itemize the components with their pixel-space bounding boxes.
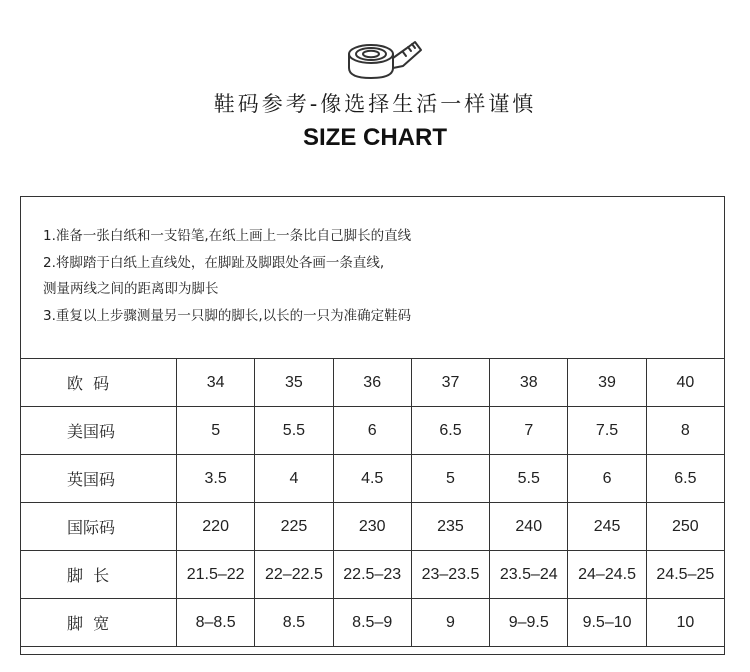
table-cell: 230	[333, 503, 411, 551]
table-cell: 7.5	[568, 407, 646, 455]
table-cell: 23.5–24	[490, 551, 568, 599]
measuring-tape-icon	[345, 38, 425, 82]
table-cell: 8.5	[255, 599, 333, 647]
table-cell: 220	[177, 503, 255, 551]
table-cell: 36	[333, 359, 411, 407]
instruction-line: 1.准备一张白纸和一支铅笔,在纸上画上一条比自己脚长的直线	[43, 228, 412, 244]
table-row	[21, 407, 725, 455]
table-cell: 39	[568, 359, 646, 407]
table-cell: 245	[568, 503, 646, 551]
row-label: 国际码	[21, 503, 177, 551]
table-cell: 7	[490, 407, 568, 455]
table-cell: 5.5	[255, 407, 333, 455]
table-cell: 4.5	[333, 455, 411, 503]
table-cell: 9	[411, 599, 489, 647]
table-cell: 225	[255, 503, 333, 551]
table-cell: 8.5–9	[333, 599, 411, 647]
table-cell: 4	[255, 455, 333, 503]
table-row	[21, 503, 725, 551]
page-subtitle: SIZE CHART	[303, 124, 447, 151]
table-cell: 21.5–22	[177, 551, 255, 599]
table-cell: 235	[411, 503, 489, 551]
row-label: 脚 长	[21, 551, 177, 599]
table-cell: 40	[646, 359, 724, 407]
table-row	[21, 455, 725, 503]
table-cell: 5.5	[490, 455, 568, 503]
table-cell: 8	[646, 407, 724, 455]
table-cell: 23–23.5	[411, 551, 489, 599]
table-row	[21, 359, 725, 407]
instruction-line: 测量两线之间的距离即为脚长	[43, 281, 219, 297]
page-title: 鞋码参考-像选择生活一样谨慎	[213, 92, 537, 116]
instruction-line: 2.将脚踏于白纸上直线处，在脚趾及脚跟处各画一条直线,	[43, 254, 385, 271]
table-cell: 22.5–23	[333, 551, 411, 599]
table-cell: 5	[411, 455, 489, 503]
table-cell: 8–8.5	[177, 599, 255, 647]
table-cell: 5	[177, 407, 255, 455]
table-cell: 9–9.5	[490, 599, 568, 647]
table-cell: 38	[490, 359, 568, 407]
row-label: 美国码	[21, 407, 177, 455]
row-label: 英国码	[21, 455, 177, 503]
table-cell: 240	[490, 503, 568, 551]
table-cell: 6	[568, 455, 646, 503]
table-row	[21, 551, 725, 599]
table-cell: 6.5	[646, 455, 724, 503]
row-label: 欧 码	[21, 359, 177, 407]
size-table	[20, 358, 725, 647]
table-cell: 24.5–25	[646, 551, 724, 599]
table-cell: 22–22.5	[255, 551, 333, 599]
table-cell: 3.5	[177, 455, 255, 503]
size-chart-box	[20, 196, 725, 655]
table-cell: 9.5–10	[568, 599, 646, 647]
table-cell: 6	[333, 407, 411, 455]
table-cell: 250	[646, 503, 724, 551]
table-cell: 10	[646, 599, 724, 647]
instructions	[43, 223, 411, 329]
table-row	[21, 599, 725, 647]
table-cell: 34	[177, 359, 255, 407]
instruction-line: 3.重复以上步骤测量另一只脚的脚长,以长的一只为准确定鞋码	[43, 307, 412, 324]
table-cell: 35	[255, 359, 333, 407]
table-cell: 37	[411, 359, 489, 407]
table-cell: 24–24.5	[568, 551, 646, 599]
table-cell: 6.5	[411, 407, 489, 455]
row-label: 脚 宽	[21, 599, 177, 647]
